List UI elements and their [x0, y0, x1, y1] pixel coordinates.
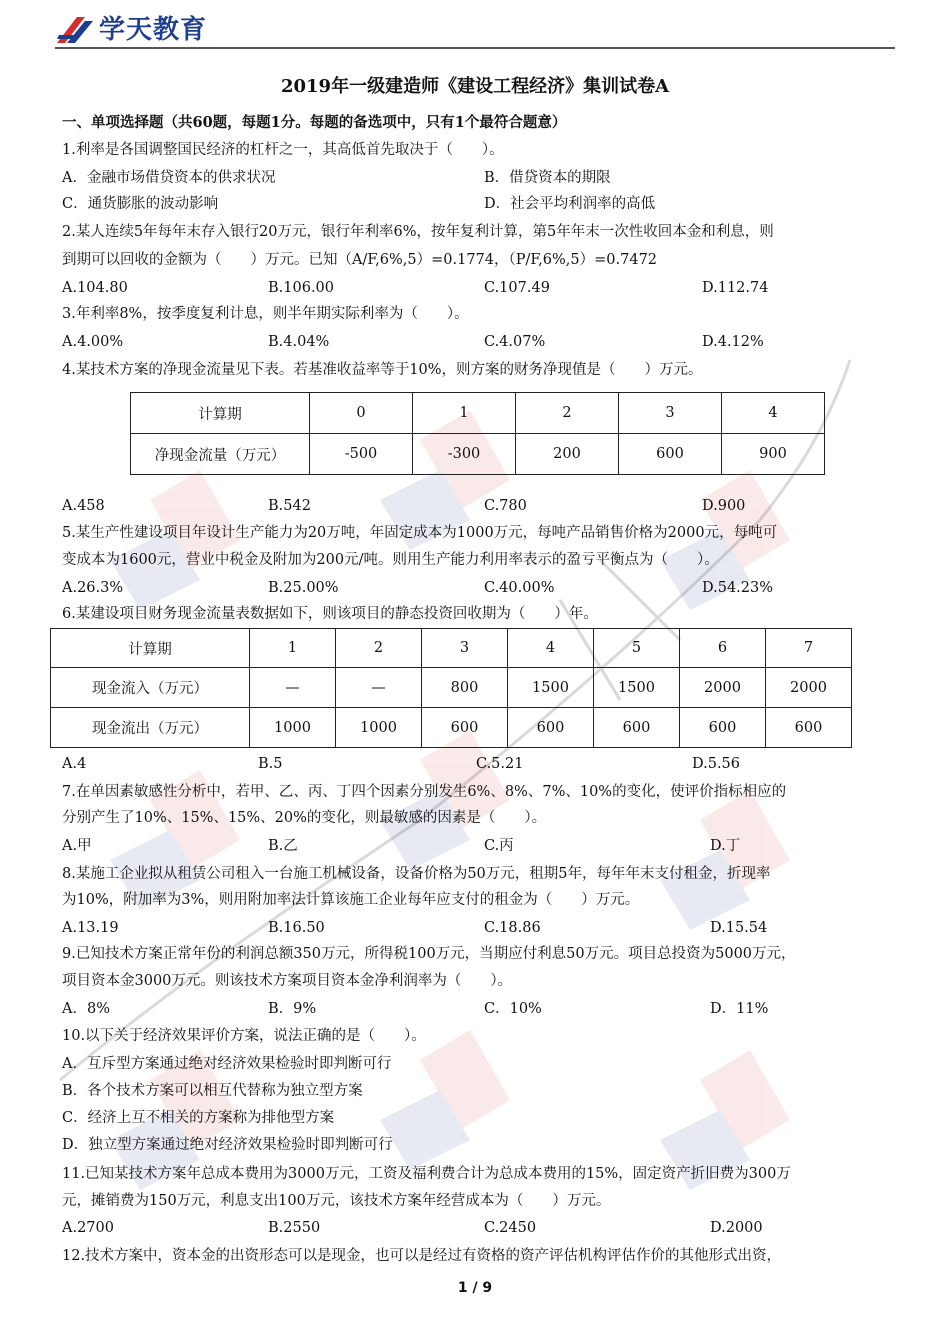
page-number: 1 / 9 [457, 1280, 493, 1296]
question-11-stem-line-2: 元，摊销费为150万元，利息支出100万元，该技术方案年经营成本为（ ）万元。 [62, 1193, 611, 1209]
question-9-option-d: D．11% [710, 1001, 769, 1017]
question-10-option-a: A．互斥型方案通过绝对经济效果检验时即判断可行 [62, 1056, 392, 1072]
table-header-cell: 计算期 [51, 629, 250, 668]
question-8-option-d: D.15.54 [710, 920, 768, 936]
table-cell: 1000 [336, 708, 422, 748]
question-7-option-d: D.丁 [710, 838, 741, 854]
question-8-stem-line-2: 为10%，附加率为3%，则用附加率法计算该施工企业每年应支付的租金为（ ）万元。 [62, 892, 640, 908]
question-11-stem-line-1: 11.已知某技术方案年总成本费用为3000万元，工资及福利费合计为总成本费用的15%，固定资产折旧费为300万 [62, 1166, 791, 1182]
question-10-option-b: B．各个技术方案可以相互代替称为独立型方案 [62, 1083, 363, 1099]
table-cell: 600 [680, 708, 766, 748]
question-3-option-c: C.4.07% [484, 334, 546, 350]
question-7-option-a: A.甲 [62, 838, 92, 854]
page-title: 2019年一级建造师《建设工程经济》集训试卷A [280, 76, 670, 97]
question-6-option-d: D.5.56 [692, 756, 741, 772]
question-4-stem: 4.某技术方案的净现金流量见下表。若基准收益率等于10%，则方案的财务净现值是（ ）万元。 [62, 362, 703, 378]
question-3-option-b: B.4.04% [268, 334, 330, 350]
question-3-option-a: A.4.00% [62, 334, 124, 350]
question-8-option-a: A.13.19 [62, 920, 119, 936]
question-1-stem: 1.利率是各国调整国民经济的杠杆之一，其高低首先取决于（ ）。 [62, 142, 504, 158]
question-1-option-b: B．借贷资本的期限 [484, 170, 611, 186]
question-11-option-c: C.2450 [484, 1220, 537, 1236]
question-3-option-d: D.4.12% [702, 334, 764, 350]
table-cell: 1500 [594, 668, 680, 708]
table-header-cell: 1 [413, 393, 516, 434]
question-7-stem-line-2: 分别产生了10%、15%、15%、20%的变化，则最敏感的因素是（ ）。 [62, 810, 547, 826]
question-6-option-b: B.5 [258, 756, 283, 772]
table-cell: 净现金流量（万元） [131, 434, 310, 475]
question-5-option-c: C.40.00% [484, 580, 555, 596]
table-cell: 1500 [508, 668, 594, 708]
question-9-option-c: C．10% [484, 1001, 542, 1017]
table-header-cell: 2 [336, 629, 422, 668]
brand-logo [55, 12, 207, 48]
table-cell: — [336, 668, 422, 708]
question-11-option-d: D.2000 [710, 1220, 763, 1236]
table-cell: -300 [413, 434, 516, 475]
question-5-stem-line-2: 变成本为1600元，营业中税金及附加为200元/吨。则用生产能力利用率表示的盈亏平衡点为（ ）。 [62, 552, 719, 568]
question-4-option-d: D.900 [702, 498, 746, 514]
table-cell: 600 [508, 708, 594, 748]
table-header-cell: 计算期 [131, 393, 310, 434]
table-cell: 2000 [680, 668, 766, 708]
table-cell: 200 [516, 434, 619, 475]
table-cell: 现金流出（万元） [51, 708, 250, 748]
question-2-option-d: D.112.74 [702, 280, 769, 296]
page-header [55, 12, 895, 48]
question-6-stem: 6.某建设项目财务现金流量表数据如下，则该项目的静态投资回收期为（ ）年。 [62, 606, 598, 622]
table-header-cell: 6 [680, 629, 766, 668]
header-divider [55, 47, 895, 49]
table-header-cell: 1 [250, 629, 336, 668]
question-2-stem-line-1: 2.某人连续5年每年末存入银行20万元，银行年利率6%，按年复利计算，第5年年末一次性收回本金和利息，则 [62, 224, 774, 240]
table-cell: 600 [594, 708, 680, 748]
question-10-stem: 10.以下关于经济效果评价方案，说法正确的是（ ）。 [62, 1028, 426, 1044]
table-header-cell: 4 [722, 393, 825, 434]
question-5-option-a: A.26.3% [62, 580, 124, 596]
question-2-option-c: C.107.49 [484, 280, 550, 296]
question-4-option-c: C.780 [484, 498, 527, 514]
question-11-option-a: A.2700 [62, 1220, 114, 1236]
section-heading: 一、单项选择题（共60题，每题1分。每题的备选项中，只有1个最符合题意） [62, 114, 567, 131]
question-10-option-d: D．独立型方案通过绝对经济效果检验时即判断可行 [62, 1137, 393, 1153]
table-header-cell: 5 [594, 629, 680, 668]
question-5-option-b: B.25.00% [268, 580, 339, 596]
question-6-option-c: C.5.21 [476, 756, 524, 772]
table-header-cell: 2 [516, 393, 619, 434]
table-cell: 800 [422, 668, 508, 708]
question-7-option-c: C.丙 [484, 838, 514, 854]
question-12-stem: 12.技术方案中，资本金的出资形态可以是现金，也可以是经过有资格的资产评估机构评估作价的其他形式出资， [62, 1248, 782, 1264]
question-8-option-b: B.16.50 [268, 920, 325, 936]
table-cell: — [250, 668, 336, 708]
table-cell: 现金流入（万元） [51, 668, 250, 708]
question-7-option-b: B.乙 [268, 838, 298, 854]
table-cell: 600 [422, 708, 508, 748]
question-3-stem: 3.年利率8%，按季度复利计息，则半年期实际利率为（ ）。 [62, 306, 469, 322]
question-4-table [130, 392, 825, 475]
table-cell: 1000 [250, 708, 336, 748]
question-1-option-c: C．通货膨胀的波动影响 [62, 196, 219, 212]
table-header-cell: 7 [766, 629, 852, 668]
question-9-option-b: B．9% [268, 1001, 317, 1017]
question-1-option-a: A．金融市场借贷资本的供求状况 [62, 170, 276, 186]
question-5-stem-line-1: 5.某生产性建设项目年设计生产能力为20万吨，年固定成本为1000万元，每吨产品销售价格为2000元，每吨可 [62, 525, 778, 541]
table-cell: 600 [619, 434, 722, 475]
question-2-stem-line-2: 到期可以回收的金额为（ ）万元。已知（A/F,6%,5）=0.1774，（P/F,6%,5）=0.7472 [62, 252, 658, 268]
question-4-option-a: A.458 [62, 498, 105, 514]
question-9-stem-line-1: 9.已知技术方案正常年份的利润总额350万元，所得税100万元，当期应付利息50万元。项目总投资为5000万元， [62, 946, 796, 962]
question-8-option-c: C.18.86 [484, 920, 541, 936]
table-cell: 900 [722, 434, 825, 475]
question-6-table [50, 628, 852, 748]
table-header-cell: 4 [508, 629, 594, 668]
table-header-cell: 0 [310, 393, 413, 434]
table-cell: 2000 [766, 668, 852, 708]
question-2-option-b: B.106.00 [268, 280, 335, 296]
table-header-cell: 3 [619, 393, 722, 434]
brand-mark-icon [55, 13, 95, 47]
question-7-stem-line-1: 7.在单因素敏感性分析中，若甲、乙、丙、丁四个因素分别发生6%、8%、7%、10%的变化，使评价指标相应的 [62, 784, 787, 800]
question-1-option-d: D．社会平均利润率的高低 [484, 196, 656, 212]
question-2-option-a: A.104.80 [62, 280, 128, 296]
question-6-option-a: A.4 [62, 756, 87, 772]
question-11-option-b: B.2550 [268, 1220, 321, 1236]
question-10-option-c: C．经济上互不相关的方案称为排他型方案 [62, 1110, 335, 1126]
question-9-option-a: A．8% [62, 1001, 110, 1017]
brand-name: 学天教育 [99, 15, 208, 45]
question-5-option-d: D.54.23% [702, 580, 774, 596]
table-header-cell: 3 [422, 629, 508, 668]
question-9-stem-line-2: 项目资本金3000万元。则该技术方案项目资本金净利润率为（ ）。 [62, 973, 513, 989]
table-cell: -500 [310, 434, 413, 475]
question-4-option-b: B.542 [268, 498, 311, 514]
table-cell: 600 [766, 708, 852, 748]
question-8-stem-line-1: 8.某施工企业拟从租赁公司租入一台施工机械设备，设备价格为50万元，租期5年，每年年末支付租金，折现率 [62, 866, 771, 882]
